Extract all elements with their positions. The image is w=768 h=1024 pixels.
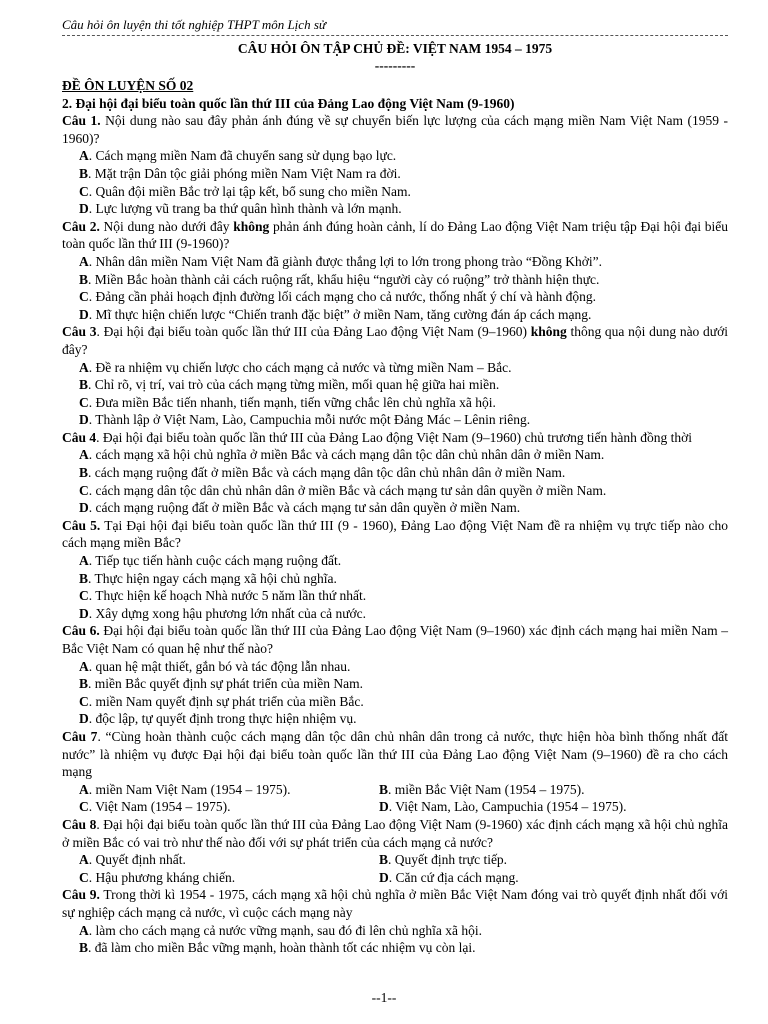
q8-options-row-2 — [62, 869, 728, 887]
question-label: Câu 2. — [62, 218, 100, 234]
q4-option-d: D. cách mạng ruộng đất ở miền Bắc và cách mạng tư sản dân quyền ở miền Nam. — [79, 500, 521, 516]
question-text: Nội dung nào sau đây phản ánh đúng về sự chuyển biến lực lượng của cách mạng miền Nam Việt Nam (1959 - 1960)? — [62, 113, 728, 146]
question-label: Câu 8 — [62, 816, 97, 832]
question-4: Câu 4. Đại hội đại biểu toàn quốc lần thứ III của Đảng Lao động Việt Nam (9–1960) chủ trương tiến hành đồng thời — [62, 429, 692, 445]
q6-option-b: B. miền Bắc quyết định sự phát triển của miền Nam. — [79, 676, 364, 692]
page-header: Câu hỏi ôn luyện thi tốt nghiệp THPT môn Lịch sử — [62, 16, 728, 36]
document-title: CÂU HỎI ÔN TẬP CHỦ ĐỀ: VIỆT NAM 1954 – 1975 — [237, 41, 553, 56]
q6-option-a: A. quan hệ mật thiết, gắn bó và tác động lẫn nhau. — [79, 658, 351, 674]
question-7: Câu 7. “Cùng hoàn thành cuộc cách mạng dân tộc dân chủ nhân dân trong cả nước, thực hiện hòa bình thống nhất đất nước” là nhiệm vụ được Đại hội đại biểu toàn quốc lần thứ III của Đảng Lao động Việt Nam (9–1960) đề ra cho cách mạng — [62, 728, 728, 780]
q9-option-a: A. làm cho cách mạng cả nước vững mạnh, sau đó đi lên chủ nghĩa xã hội. — [79, 922, 483, 938]
q7-option-c: C. Việt Nam (1954 – 1975). — [79, 799, 231, 815]
page-number: --1-- — [371, 990, 397, 1005]
q5-option-a: A. Tiếp tục tiến hành cuộc cách mạng ruộng đất. — [79, 553, 342, 569]
question-label: Câu 7 — [62, 728, 98, 744]
section-title: ĐỀ ÔN LUYỆN SỐ 02 — [62, 78, 194, 93]
q8-option-a: A. Quyết định nhất. — [79, 852, 186, 868]
title-separator: --------- — [374, 58, 416, 73]
q7-options-row-1 — [62, 781, 728, 799]
q7-option-a: A. miền Nam Việt Nam (1954 – 1975). — [79, 781, 291, 797]
q2-option-a: A. Nhân dân miền Nam Việt Nam đã giành được thắng lợi to lớn trong phong trào “Đồng Khởi”. — [79, 253, 602, 269]
q4-option-c: C. cách mạng dân tộc dân chủ nhân dân ở miền Bắc và cách mạng tư sản dân quyền ở miền Nam. — [79, 482, 607, 498]
question-6: Câu 6. Đại hội đại biểu toàn quốc lần thứ III của Đảng Lao động Việt Nam (9–1960) xác định cách mạng hai miền Nam – Bắc Việt Nam có quan hệ như thế nào? — [62, 623, 729, 656]
q4-option-b: B. cách mạng ruộng đất ở miền Bắc và cách mạng dân tộc dân chủ nhân dân ở miền Nam. — [79, 465, 566, 481]
q5-option-d: D. Xây dựng xong hậu phương lớn nhất của cả nước. — [79, 605, 367, 621]
emphasis-text: không — [530, 324, 567, 340]
question-label: Câu 3 — [62, 324, 97, 340]
q1-option-d: D. Lực lượng vũ trang ba thứ quân hình thành và lớn mạnh. — [79, 201, 402, 217]
q8-option-d: D. Căn cứ địa cách mạng. — [379, 869, 519, 885]
q8-option-b: B. Quyết định trực tiếp. — [379, 852, 508, 868]
question-8: Câu 8. Đại hội đại biểu toàn quốc lần thứ III của Đảng Lao động Việt Nam (9-1960) xác định cách mạng xã hội chủ nghĩa ở miền Bắc có vai trò như thế nào đối với sự phát triển của cách mạng cả nước? — [62, 816, 728, 850]
q2-option-b: B. Miền Bắc hoàn thành cải cách ruộng rất, khẩu hiệu “người cày có ruộng” trở thành hiện thực. — [79, 271, 600, 287]
q8-option-c: C. Hậu phương kháng chiến. — [79, 869, 236, 885]
q5-option-b: B. Thực hiện ngay cách mạng xã hội chủ nghĩa. — [79, 570, 337, 586]
q2-option-d: D. Mĩ thực hiện chiến lược “Chiến tranh đặc biệt” ở miền Nam, tăng cường đán áp cách mạng. — [79, 306, 592, 322]
question-label: Câu 9. — [62, 887, 100, 903]
q3-option-d: D. Thành lập ở Việt Nam, Lào, Campuchia mỗi nước một Đảng Mác – Lênin riêng. — [79, 412, 531, 428]
q3-option-c: C. Đưa miền Bắc tiến nhanh, tiến mạnh, tiến vững chắc lên chủ nghĩa xã hội. — [79, 394, 496, 410]
question-3: Câu 3. Đại hội đại biểu toàn quốc lần thứ III của Đảng Lao động Việt Nam (9–1960) không thông qua nội dung nào dưới đây? — [62, 324, 728, 357]
question-label: Câu 4 — [62, 429, 97, 445]
q1-option-c: C. Quân đội miền Bắc trở lại tập kết, bổ sung cho miền Nam. — [79, 183, 411, 199]
question-label: Câu 5. — [62, 517, 101, 533]
question-2: Câu 2. Nội dung nào dưới đây không phản ánh đúng hoàn cảnh, lí do Đảng Lao động Việt Nam triệu tập Đại hội đại biểu toàn quốc lần thứ III (9-1960)? — [62, 218, 729, 252]
question-label: Câu 6. — [62, 623, 100, 639]
q8-options-row-1 — [62, 851, 728, 869]
q1-option-a: A. Cách mạng miền Nam đã chuyển sang sử dụng bạo lực. — [79, 148, 397, 164]
q5-option-c: C. Thực hiện kế hoạch Nhà nước 5 năm lần thứ nhất. — [79, 588, 367, 604]
q3-option-a: A. Đề ra nhiệm vụ chiến lược cho cách mạng cả nước và từng miền Nam – Bắc. — [79, 359, 512, 375]
document-page — [62, 16, 728, 957]
q3-option-b: B. Chỉ rõ, vị trí, vai trò của cách mạng từng miền, mối quan hệ giữa hai miền. — [79, 377, 500, 393]
q7-option-d: D. Việt Nam, Lào, Campuchia (1954 – 1975). — [379, 799, 627, 815]
question-label: Câu 1. — [62, 113, 101, 129]
q9-option-b: B. đã làm cho miền Bắc vững mạnh, hoàn thành tốt các nhiệm vụ còn lại. — [79, 940, 476, 956]
question-5: Câu 5. Tại Đại hội đại biểu toàn quốc lần thứ III (9 - 1960), Đảng Lao động Việt Nam đề ra nhiệm vụ trực tiếp nào cho cách mạng miền Bắc? — [62, 517, 728, 551]
q7-options-row-2 — [62, 798, 728, 816]
question-1 — [62, 112, 728, 147]
q6-option-c: C. miền Nam quyết định sự phát triển của miền Bắc. — [79, 693, 364, 709]
q1-option-b: B. Mặt trận Dân tộc giải phóng miền Nam Việt Nam ra đời. — [79, 165, 401, 181]
q2-option-c: C. Đảng cần phải hoạch định đường lối cách mạng cho cả nước, thống nhất ý chí và hành động. — [79, 289, 597, 305]
q6-option-d: D. độc lập, tự quyết định trong thực hiện nhiệm vụ. — [79, 711, 357, 727]
q7-option-b: B. miền Bắc Việt Nam (1954 – 1975). — [379, 781, 585, 797]
subsection-title: 2. Đại hội đại biểu toàn quốc lần thứ III của Đảng Lao động Việt Nam (9-1960) — [62, 95, 515, 111]
q4-option-a: A. cách mạng xã hội chủ nghĩa ở miền Bắc và cách mạng dân tộc dân chủ nhân dân ở miền Nam. — [79, 447, 605, 463]
emphasis-text: không — [233, 218, 270, 234]
question-9: Câu 9. Trong thời kì 1954 - 1975, cách mạng xã hội chủ nghĩa ở miền Bắc Việt Nam đóng vai trò quyết định nhất đối với sự nghiệp cách mạng cả nước, vì cuộc cách mạng này — [62, 887, 728, 920]
